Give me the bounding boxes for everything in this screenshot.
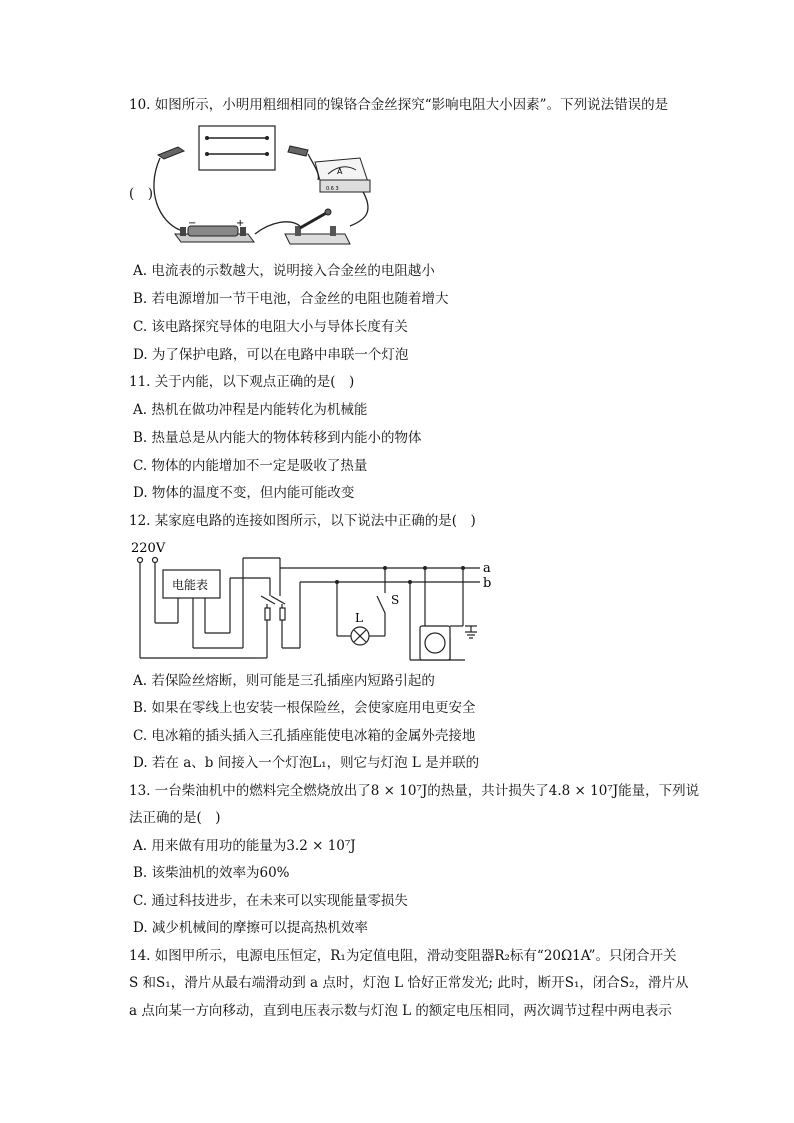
- lamp-label: L: [355, 611, 363, 625]
- q10-option-b: B. 若电源增加一节干电池，合金丝的电阻也随着增大: [133, 291, 449, 307]
- q13-option-a: A. 用来做有用功的能量为3.2 × 10⁷J: [133, 838, 356, 854]
- q13-stem-line2: 法正确的是( ): [129, 810, 221, 826]
- voltage-label: 220V: [131, 541, 166, 556]
- q10-stem: 10. 如图所示，小明用粗细相同的镍铬合金丝探究“影响电阻大小因素”。下列说法错误的是: [129, 97, 669, 113]
- q13-stem-line1: 13. 一台柴油机中的燃料完全燃烧放出了8 × 10⁷J的热量，共计损失了4.8 × 10⁷J能量，下列说: [129, 783, 700, 799]
- q14-stem-line3: a 点向某一方向移动，直到电压表示数与灯泡 L 的额定电压相同，两次调节过程中两电表示: [129, 1003, 672, 1019]
- knife-switch: [285, 209, 350, 244]
- energy-meter-label: 电能表: [172, 578, 209, 592]
- switch-label: S: [391, 593, 400, 607]
- svg-text:+: +: [236, 218, 245, 229]
- q10-option-d: D. 为了保护电路，可以在电路中串联一个灯泡: [133, 347, 409, 363]
- q14-stem-line2: S 和S₁，滑片从最右端滑动到 a 点时，灯泡 L 恰好正常发光; 此时，断开S₁，闭合S₂，滑片从: [129, 975, 689, 991]
- q11-option-c: C. 物体的内能增加不一定是吸收了热量: [133, 458, 368, 474]
- q13-option-c: C. 通过科技进步，在未来可以实现能量零损失: [133, 893, 408, 909]
- left-clip: [158, 147, 184, 159]
- q12-option-c: C. 电冰箱的插头插入三孔插座能使电冰箱的金属外壳接地: [133, 728, 476, 744]
- q12-stem: 12. 某家庭电路的连接如图所示，以下说法中正确的是( ): [129, 513, 476, 529]
- q11-option-a: A. 热机在做功冲程是内能转化为机械能: [133, 402, 368, 418]
- q12-option-d: D. 若在 a、b 间接入一个灯泡L₁，则它与灯泡 L 是并联的: [133, 755, 480, 771]
- q11-option-b: B. 热量总是从内能大的物体转移到内能小的物体: [133, 430, 422, 446]
- q10-figure: [150, 122, 390, 254]
- svg-text:−: −: [188, 218, 197, 229]
- wire-a-label: a: [483, 561, 491, 576]
- wire-b-label: b: [483, 576, 492, 591]
- svg-text:0.6 3: 0.6 3: [326, 186, 339, 192]
- q12-option-a: A. 若保险丝熔断，则可能是三孔插座内短路引起的: [133, 673, 435, 689]
- q10-option-a: A. 电流表的示数越大，说明接入合金丝的电阻越小: [133, 263, 435, 279]
- q14-stem-line1: 14. 如图甲所示，电源电压恒定，R₁为定值电阻，滑动变阻器R₂标有“20Ω1A”。只闭合开关: [129, 948, 677, 964]
- q10-option-c: C. 该电路探究导体的电阻大小与导体长度有关: [133, 319, 408, 335]
- q12-option-b: B. 如果在零线上也安装一根保险丝，会使家庭用电更安全: [133, 700, 476, 716]
- q11-option-d: D. 物体的温度不变，但内能可能改变: [133, 485, 355, 501]
- q13-option-b: B. 该柴油机的效率为60%: [133, 865, 290, 881]
- svg-text:A: A: [337, 167, 343, 176]
- ammeter: [315, 158, 370, 192]
- q10-answer-paren: ( ): [129, 186, 154, 202]
- q13-option-d: D. 减少机械间的摩擦可以提高热机效率: [133, 920, 368, 936]
- resistance-wire-board: [199, 126, 275, 170]
- q12-circuit-figure: [125, 538, 495, 663]
- q11-stem: 11. 关于内能，以下观点正确的是( ): [129, 374, 355, 390]
- battery: [175, 218, 254, 242]
- right-clip: [288, 146, 308, 156]
